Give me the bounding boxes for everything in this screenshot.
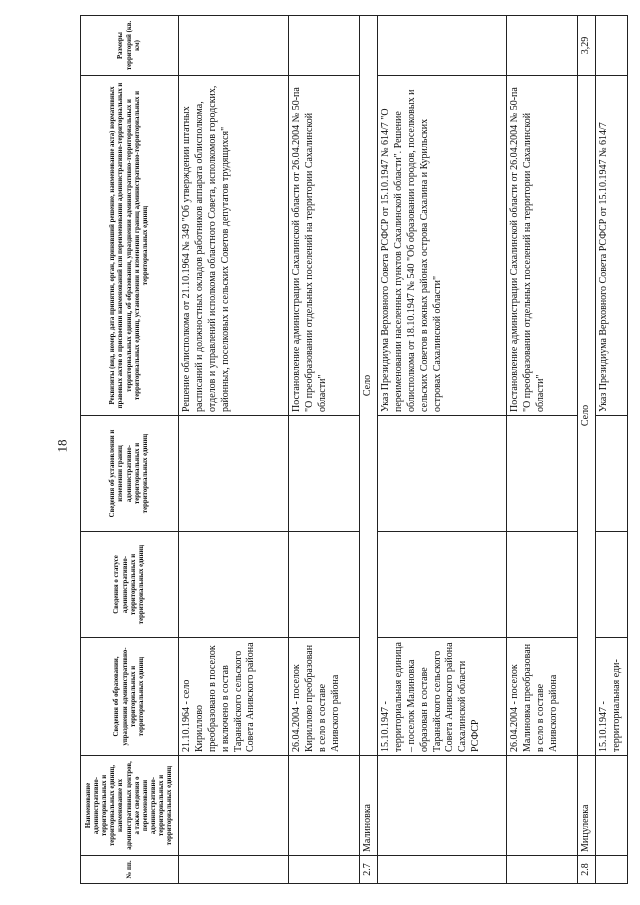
cell-empty — [378, 16, 507, 76]
cell-borders — [289, 416, 360, 532]
cell-empty — [596, 16, 628, 76]
header-status: Сведения о статусе административно-территориальных и территориальных единиц — [81, 532, 179, 638]
cell-empty — [378, 856, 507, 884]
cell-empty — [507, 416, 578, 532]
section-row-malinovka — [359, 16, 377, 884]
cell-name — [179, 756, 289, 856]
cell-acts: Решение облисполкома от 21.10.1964 № 349 "Об утверждении штатных расписаний и должностных окладов работников аппарата облисполкома, отделов и управлений исполкома областного Совета, исполкомов городских, районных, поселковых и сельских Советов депутатов трудящихся" — [179, 76, 289, 416]
cell-no — [289, 856, 360, 884]
cell-no — [179, 856, 289, 884]
cell-formation: 26.04.2004 - поселок Кириллово преобразован в село в составе Анивского района — [289, 638, 360, 756]
header-formation: Сведения об образовании, упразднении административно-территориальных и территориальных единиц — [81, 638, 179, 756]
header-no: № пп. — [81, 856, 179, 884]
cell-empty — [378, 532, 507, 638]
table-row — [378, 16, 507, 884]
cell-name: Мицулевка — [577, 756, 595, 856]
cell-empty — [596, 756, 628, 856]
cell-acts: Указ Президиума Верховного Совета РСФСР от 15.10.1947 № 614/7 — [596, 76, 628, 416]
page-number: 18 — [54, 439, 70, 453]
header-area: Размеры территорий (кв. км) — [81, 16, 179, 76]
cell-empty — [378, 416, 507, 532]
cell-empty — [507, 532, 578, 638]
registry-table — [80, 15, 628, 884]
cell-area: 3,29 — [577, 16, 595, 76]
cell-no: 2.7 — [359, 856, 377, 884]
cell-formation: 15.10.1947 - территориальная еди- — [596, 638, 628, 756]
cell-acts: Постановление администрации Сахалинской области от 26.04.2004 № 50-па "О преобразовании отдельных поселений на территории Сахалинской области" — [289, 76, 360, 416]
cell-empty — [507, 856, 578, 884]
cell-empty — [596, 532, 628, 638]
section-row-mitsulevka — [577, 16, 595, 884]
cell-status — [179, 532, 289, 638]
cell-acts: Указ Президиума Верховного Совета РСФСР от 15.10.1947 № 614/7 "О переименовании населенных пунктов Сахалинской области". Решение облисполкома от 18.10.1947 № 540 "Об образовании городов, поселковых и сельских Советов в южных районах острова Сахалина и Курильских островах Сахалинской области" — [378, 76, 507, 416]
table-row — [179, 16, 289, 884]
cell-area — [289, 16, 360, 76]
cell-empty — [507, 756, 578, 856]
header-acts: Реквизиты (вид, номер, дата принятия, орган, принявший решение, наименование акта) нормативных правовых актов о присвоении наименований или переименовании административно-территориальных и территориальных единиц, об образовании, упразднении административно-территориальных и территориальных единиц, установлении и изменении границ административно-территориальных и территориальных единиц — [81, 76, 179, 416]
table-row — [596, 16, 628, 884]
cell-name — [289, 756, 360, 856]
table-header-row — [81, 16, 179, 884]
cell-borders — [179, 416, 289, 532]
cell-name: Малиновка — [359, 756, 377, 856]
cell-formation: 15.10.1947 - территориальная единица – поселок Малиновка образован в составе Таранайского сельского Совета Анивского района Сахалинской области РСФСР — [378, 638, 507, 756]
cell-empty — [507, 16, 578, 76]
cell-acts: Постановление администрации Сахалинской области от 26.04.2004 № 50-па "О преобразовании отдельных поселений на территории Сахалинской области" — [507, 76, 578, 416]
cell-status-merged: Село — [577, 76, 595, 756]
cell-no: 2.8 — [577, 856, 595, 884]
cell-status — [289, 532, 360, 638]
cell-empty — [596, 856, 628, 884]
cell-area — [179, 16, 289, 76]
cell-formation: 21.10.1964 - село Кириллово преобразовано в поселок и включено в состав Таранайского сельского Совета Анивского района — [179, 638, 289, 756]
cell-empty — [596, 416, 628, 532]
table-row — [289, 16, 360, 884]
cell-status-merged: Село — [359, 16, 377, 756]
table-row — [507, 16, 578, 884]
header-name: Наименование административно-территориальных и территориальных единиц, наименование их административных центров, а также сведения о переименовании административно-территориальных и территориальных единиц — [81, 756, 179, 856]
rotated-page — [80, 16, 628, 884]
cell-formation: 26.04.2004 - поселок Малиновка преобразован в село в составе Анивского района — [507, 638, 578, 756]
cell-empty — [378, 756, 507, 856]
header-borders: Сведения об установлении и изменении границ административно-территориальных и территориальных единиц — [81, 416, 179, 532]
